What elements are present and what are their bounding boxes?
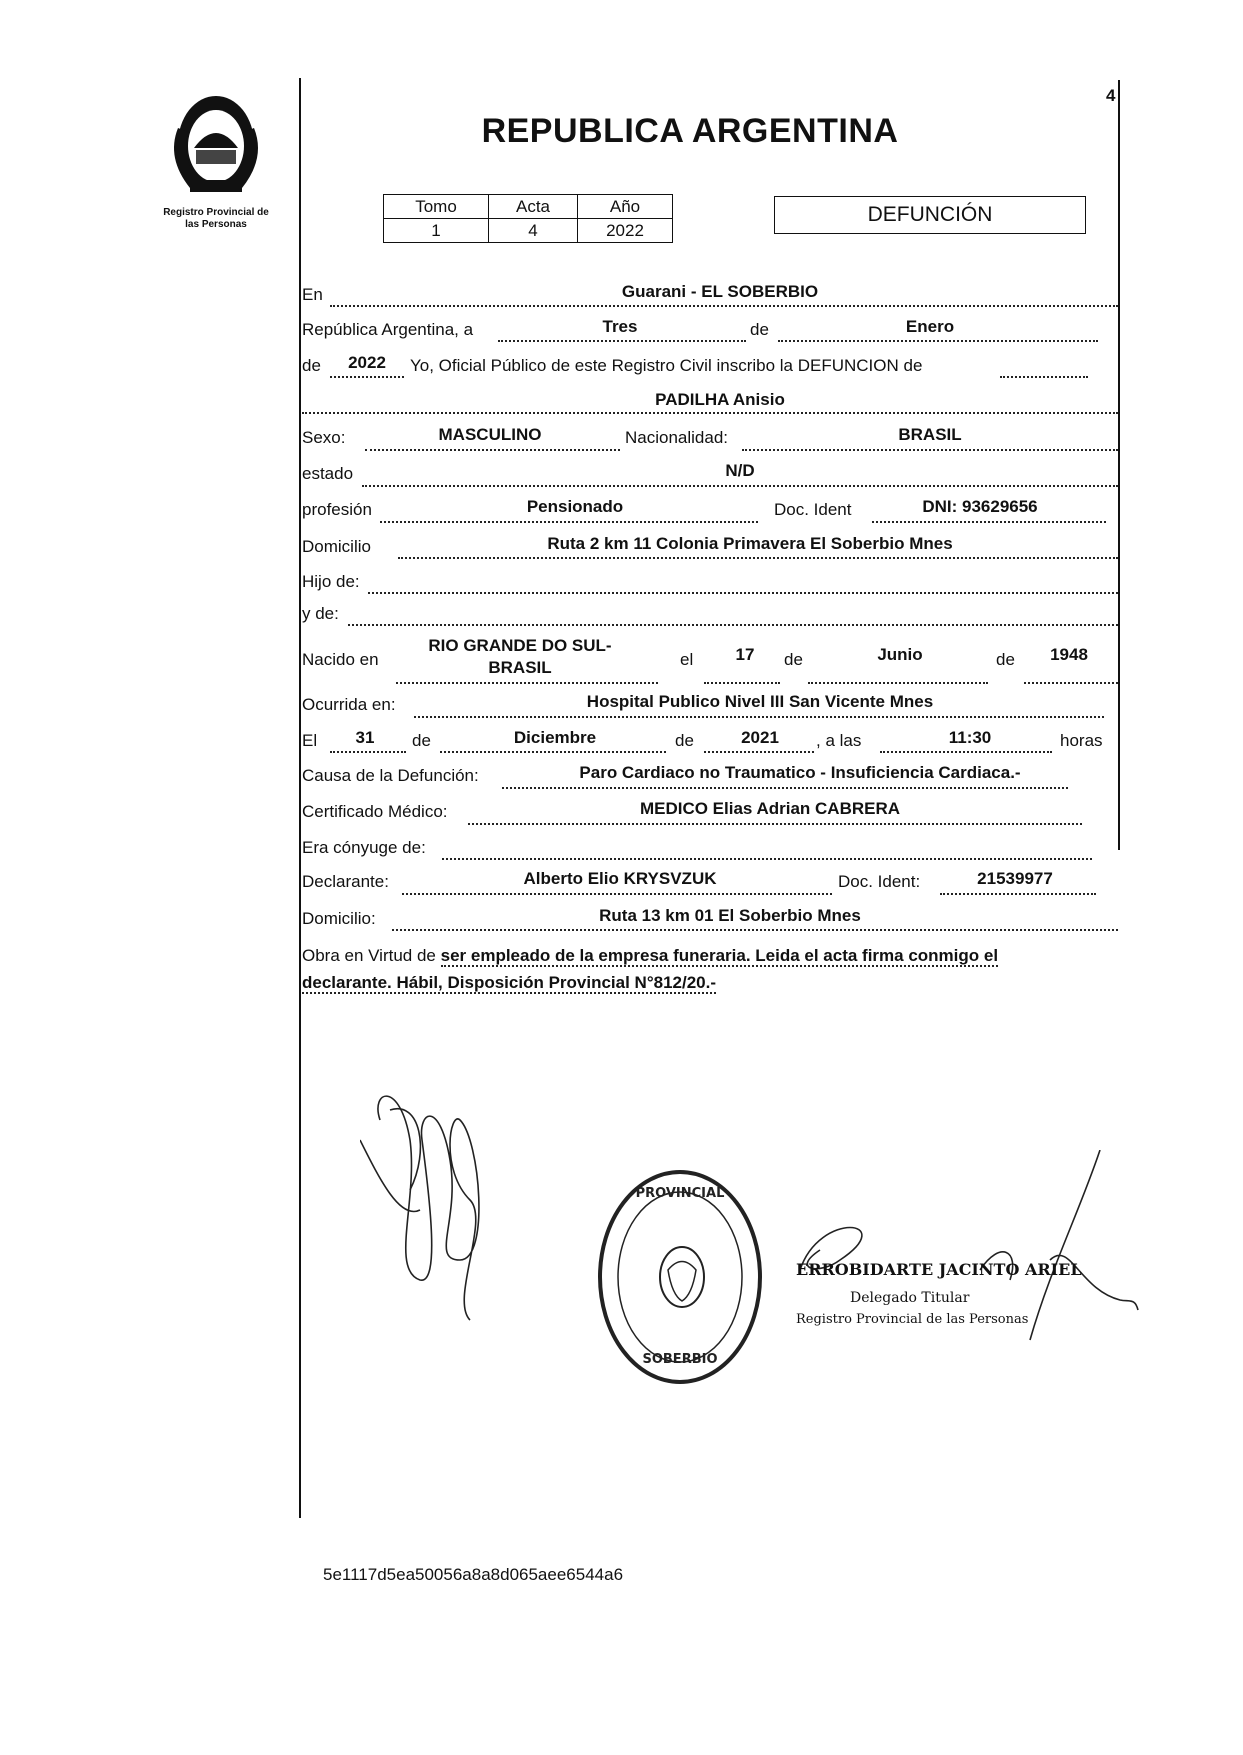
- de-label: de: [750, 320, 769, 339]
- certificado-label: Certificado Médico:: [302, 802, 448, 821]
- hijo-dotline: [368, 592, 1118, 594]
- ano-header: Año: [578, 195, 673, 219]
- estado-label: estado: [302, 464, 354, 483]
- birth-de2-label: de: [996, 650, 1015, 669]
- profesion-value: Pensionado: [526, 497, 624, 516]
- death-day: 31: [355, 728, 375, 747]
- sexo-dotline: [365, 449, 620, 451]
- doc-ident-value: DNI: 93629656: [922, 497, 1038, 516]
- decl-doc-dotline: [940, 893, 1096, 895]
- nacido-value-line1: RIO GRANDE DO SUL-: [428, 636, 612, 655]
- acta-value: 4: [489, 219, 578, 243]
- conyuge-dotline: [442, 858, 1092, 860]
- domicilio-dotline: [398, 557, 1118, 559]
- birth-day: 17: [735, 645, 755, 664]
- decl-domicilio-label: Domicilio:: [302, 909, 376, 928]
- causa-dotline: [502, 787, 1068, 789]
- death-month-dotline: [440, 751, 666, 753]
- left-margin-line: [299, 78, 301, 1518]
- obra-text-line1: ser empleado de la empresa funeraria. Leida el acta firma conmigo el: [440, 946, 999, 965]
- org-line-1: Registro Provincial de: [163, 207, 269, 218]
- officer-dotline: [1000, 376, 1088, 378]
- month-value: Enero: [905, 317, 955, 336]
- official-role: Delegado Titular: [850, 1290, 970, 1306]
- causa-label: Causa de la Defunción:: [302, 766, 479, 785]
- declarant-signature-icon: [360, 1080, 520, 1330]
- en-label: En: [302, 285, 323, 304]
- hijo-label: Hijo de:: [302, 572, 360, 591]
- declarante-dotline: [402, 893, 832, 895]
- page-number: 4: [1106, 86, 1116, 105]
- official-org: Registro Provincial de las Personas: [796, 1312, 1029, 1327]
- obra-text-line2: declarante. Hábil, Disposición Provincial N°812/20.-: [302, 973, 717, 992]
- birth-day-dotline: [704, 682, 780, 684]
- death-de2-label: de: [675, 731, 694, 750]
- decl-doc-value: 21539977: [977, 869, 1053, 888]
- birth-de1-label: de: [784, 650, 803, 669]
- official-name: ERROBIDARTE JACINTO ARIEL: [796, 1260, 1082, 1279]
- profesion-dotline: [380, 521, 758, 523]
- obra-prefix: Obra en Virtud de: [302, 946, 436, 965]
- death-day-dotline: [330, 751, 406, 753]
- nacionalidad-label: Nacionalidad:: [625, 428, 729, 447]
- birth-year-dotline: [1024, 682, 1118, 684]
- nacido-dotline: [396, 682, 658, 684]
- death-de1-label: de: [412, 731, 431, 750]
- acta-header: Acta: [489, 195, 578, 219]
- official-stamp-icon: [592, 1165, 767, 1390]
- sexo-label: Sexo:: [302, 428, 346, 447]
- doc-ident-dotline: [872, 521, 1106, 523]
- ano-value: 2022: [578, 219, 673, 243]
- causa-value: Paro Cardiaco no Traumatico - Insuficiencia Cardiaca.-: [579, 763, 1021, 782]
- birth-el-label: el: [680, 650, 694, 669]
- month-dotline: [778, 340, 1098, 342]
- year-dotline: [330, 376, 404, 378]
- ocurrida-value: Hospital Publico Nivel III San Vicente Mnes: [586, 692, 934, 711]
- nacido-value-line2: BRASIL: [488, 658, 552, 677]
- de2-label: de: [302, 356, 321, 375]
- en-value: Guarani - EL SOBERBIO: [621, 282, 819, 301]
- nacionalidad-value: BRASIL: [898, 425, 962, 444]
- registry-org-name: [142, 207, 290, 231]
- death-year: 2021: [741, 728, 779, 747]
- nacionalidad-dotline: [742, 449, 1118, 451]
- document-hash: 5e1117d5ea50056a8a8d065aee6544a6: [323, 1565, 624, 1584]
- certificado-value: MEDICO Elias Adrian CABRERA: [639, 799, 901, 818]
- ocurrida-label: Ocurrida en:: [302, 695, 396, 714]
- birth-month: Junio: [877, 645, 923, 664]
- yde-dotline: [348, 624, 1118, 626]
- register-table: [383, 194, 673, 243]
- deceased-name: PADILHA Anisio: [655, 390, 785, 409]
- death-el-label: El: [302, 731, 318, 750]
- declarante-label: Declarante:: [302, 872, 389, 891]
- domicilio-value: Ruta 2 km 11 Colonia Primavera El Soberbio Mnes: [547, 534, 953, 553]
- sexo-value: MASCULINO: [438, 425, 542, 444]
- en-dotline: [330, 305, 1118, 307]
- obra-paragraph: [302, 942, 1122, 996]
- decl-doc-label: Doc. Ident:: [838, 872, 921, 891]
- declarante-value: Alberto Elio KRYSVZUK: [523, 869, 717, 888]
- yde-label: y de:: [302, 604, 339, 623]
- svg-text:SOBERBIO: SOBERBIO: [642, 1352, 718, 1367]
- tomo-header: Tomo: [384, 195, 489, 219]
- domicilio-label: Domicilio: [302, 537, 371, 556]
- death-time-dotline: [880, 751, 1052, 753]
- day-dotline: [498, 340, 746, 342]
- birth-year: 1948: [1050, 645, 1088, 664]
- profesion-label: profesión: [302, 500, 372, 519]
- death-time: 11:30: [948, 728, 992, 747]
- estado-value: N/D: [725, 461, 755, 480]
- svg-text:PROVINCIAL: PROVINCIAL: [635, 1186, 725, 1201]
- doc-ident-label: Doc. Ident: [774, 500, 852, 519]
- decl-domicilio-dotline: [392, 929, 1118, 931]
- right-margin-line: [1118, 80, 1120, 850]
- decl-domicilio-value: Ruta 13 km 01 El Soberbio Mnes: [599, 906, 861, 925]
- death-month: Diciembre: [513, 728, 597, 747]
- org-line-2: las Personas: [185, 219, 247, 230]
- rep-label: República Argentina, a: [302, 320, 474, 339]
- name-dotline: [302, 412, 1118, 414]
- tomo-value: 1: [384, 219, 489, 243]
- provincial-emblem-icon: [160, 88, 272, 198]
- year-value: 2022: [348, 353, 386, 372]
- nacido-label: Nacido en: [302, 650, 379, 669]
- horas-label: horas: [1060, 731, 1103, 750]
- alas-label: , a las: [816, 731, 862, 750]
- birth-month-dotline: [808, 682, 988, 684]
- conyuge-label: Era cónyuge de:: [302, 838, 426, 857]
- officer-text: Yo, Oficial Público de este Registro Civil inscribo la DEFUNCION de: [410, 356, 923, 375]
- certificado-dotline: [468, 823, 1082, 825]
- day-value: Tres: [602, 317, 638, 336]
- page-title: REPUBLICA ARGENTINA: [481, 112, 899, 150]
- estado-dotline: [362, 485, 1118, 487]
- document-type-box: DEFUNCIÓN: [774, 196, 1086, 234]
- ocurrida-dotline: [414, 716, 1104, 718]
- death-year-dotline: [704, 751, 814, 753]
